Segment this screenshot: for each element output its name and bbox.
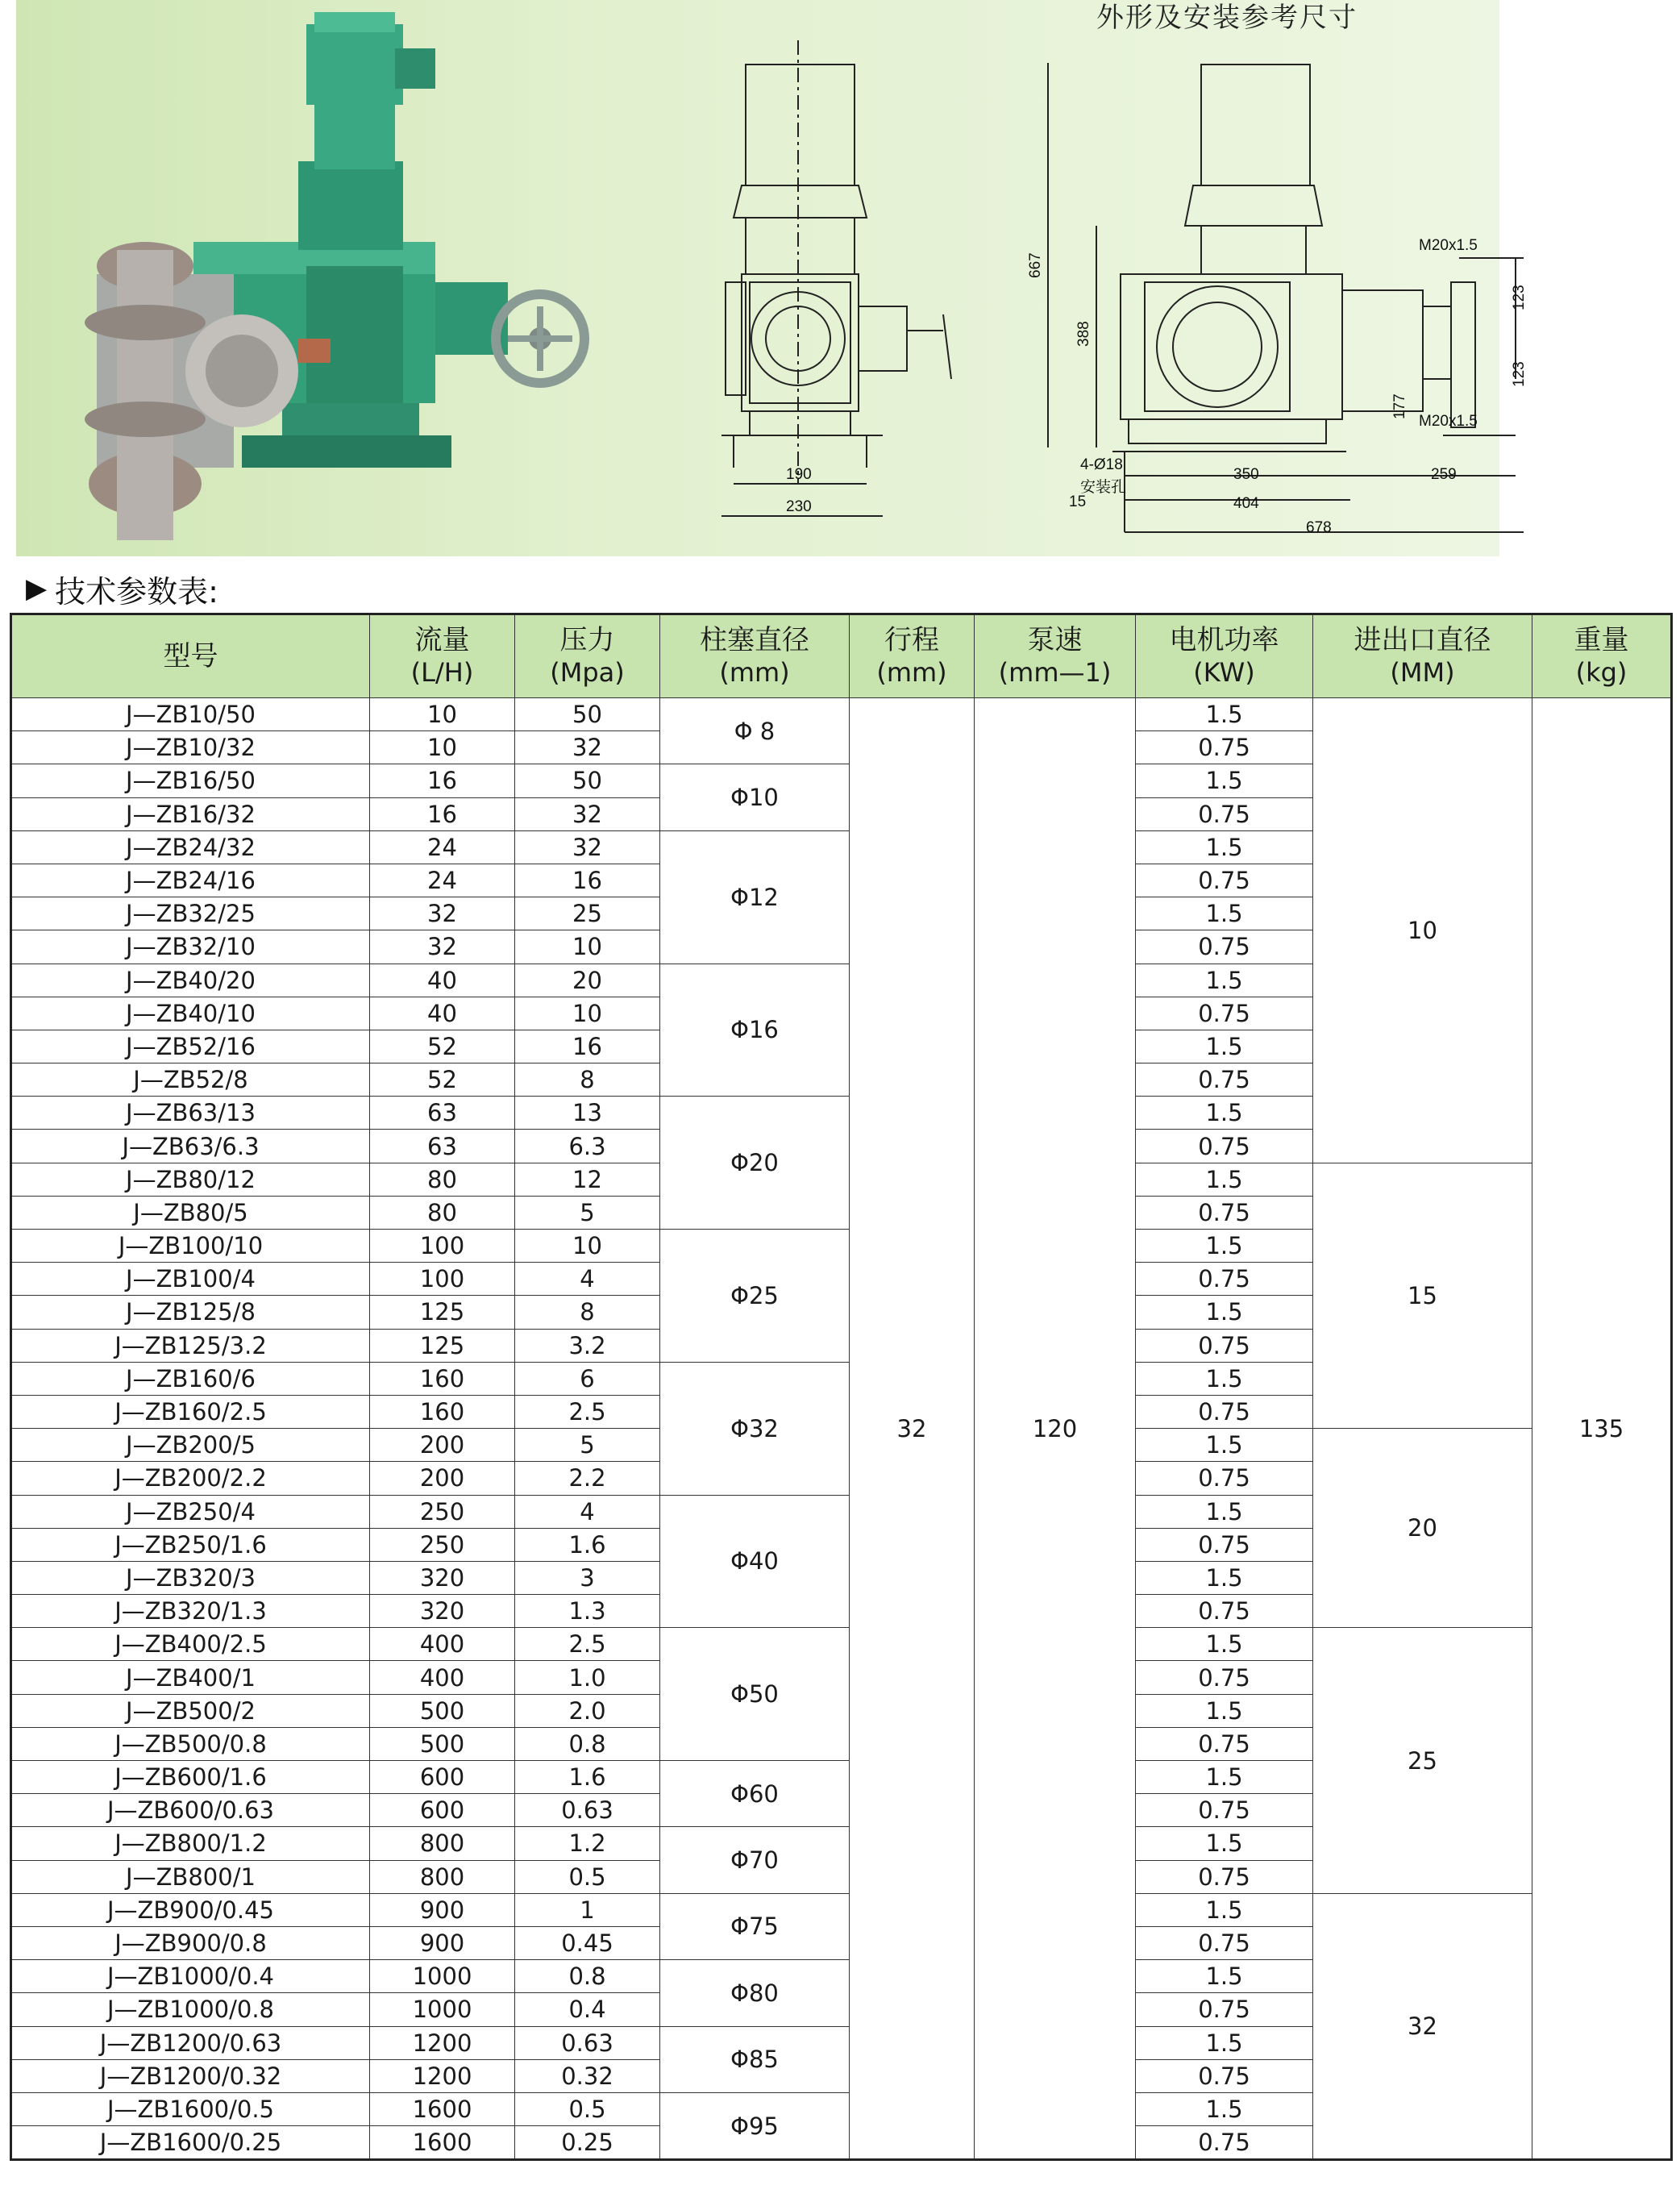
pressure-cell: 0.8 — [515, 1727, 660, 1760]
flow-cell: 200 — [370, 1429, 515, 1462]
svg-text:667: 667 — [1027, 252, 1044, 278]
svg-text:177: 177 — [1391, 393, 1408, 419]
header-label: 进出口直径 — [1354, 624, 1491, 656]
motor-power-cell: 1.5 — [1136, 2092, 1313, 2125]
motor-power-cell: 0.75 — [1136, 1794, 1313, 1827]
table-row — [11, 1893, 1672, 1926]
pressure-cell: 2.0 — [515, 1694, 660, 1727]
motor-power-cell: 1.5 — [1136, 1960, 1313, 1993]
model-cell: J—ZB100/10 — [11, 1230, 370, 1263]
plunger-diameter-cell: Φ75 — [660, 1893, 850, 1959]
header-unit: (MM) — [1390, 657, 1455, 688]
motor-power-cell: 0.75 — [1136, 1860, 1313, 1893]
port-diameter-cell: 15 — [1313, 1163, 1532, 1429]
model-cell: J—ZB400/2.5 — [11, 1628, 370, 1661]
flow-cell: 125 — [370, 1329, 515, 1362]
pressure-cell: 6 — [515, 1362, 660, 1395]
motor-power-cell: 0.75 — [1136, 1661, 1313, 1694]
table-row — [11, 1628, 1672, 1661]
plunger-diameter-cell: Φ25 — [660, 1230, 850, 1363]
svg-text:350: 350 — [1233, 466, 1259, 483]
pressure-cell: 1.6 — [515, 1528, 660, 1561]
model-cell: J—ZB40/20 — [11, 964, 370, 997]
header-unit: (Mpa) — [550, 657, 625, 688]
pressure-cell: 13 — [515, 1097, 660, 1130]
model-cell: J—ZB900/0.8 — [11, 1926, 370, 1959]
svg-text:123: 123 — [1511, 361, 1528, 387]
motor-power-cell: 1.5 — [1136, 1495, 1313, 1528]
header-label: 流量 — [414, 624, 470, 656]
flow-cell: 160 — [370, 1395, 515, 1428]
spec-table — [10, 613, 1673, 2161]
svg-text:M20x1.5: M20x1.5 — [1419, 237, 1478, 254]
motor-power-cell: 1.5 — [1136, 698, 1313, 731]
flow-cell: 400 — [370, 1628, 515, 1661]
header-unit: (mm) — [876, 657, 947, 688]
weight-cell: 135 — [1532, 698, 1672, 2160]
flow-cell: 200 — [370, 1462, 515, 1495]
pressure-cell: 5 — [515, 1429, 660, 1462]
flow-cell: 250 — [370, 1528, 515, 1561]
plunger-diameter-cell: Φ40 — [660, 1495, 850, 1628]
plunger-diameter-cell: Φ16 — [660, 964, 850, 1097]
model-cell: J—ZB10/50 — [11, 698, 370, 731]
flow-cell: 600 — [370, 1794, 515, 1827]
pressure-cell: 32 — [515, 797, 660, 830]
flow-cell: 800 — [370, 1860, 515, 1893]
motor-power-cell: 0.75 — [1136, 1462, 1313, 1495]
model-cell: J—ZB1200/0.63 — [11, 2026, 370, 2059]
flow-cell: 1600 — [370, 2092, 515, 2125]
svg-text:404: 404 — [1233, 495, 1259, 512]
header-plunger-diameter — [660, 614, 850, 698]
pressure-cell: 50 — [515, 698, 660, 731]
model-cell: J—ZB125/8 — [11, 1296, 370, 1329]
plunger-diameter-cell: Φ50 — [660, 1628, 850, 1761]
pressure-cell: 8 — [515, 1296, 660, 1329]
header-stroke — [850, 614, 975, 698]
flow-cell: 40 — [370, 964, 515, 997]
flow-cell: 900 — [370, 1893, 515, 1926]
header-label: 压力 — [559, 624, 615, 656]
plunger-diameter-cell: Φ85 — [660, 2026, 850, 2092]
header-label: 型号 — [163, 640, 218, 672]
header-weight — [1532, 614, 1672, 698]
pump-photo — [48, 0, 613, 556]
svg-text:259: 259 — [1431, 466, 1457, 483]
svg-text:230: 230 — [786, 498, 812, 515]
model-cell: J—ZB800/1 — [11, 1860, 370, 1893]
header-label: 柱塞直径 — [700, 624, 809, 656]
motor-power-cell: 1.5 — [1136, 1097, 1313, 1130]
flow-cell: 600 — [370, 1761, 515, 1794]
model-cell: J—ZB600/0.63 — [11, 1794, 370, 1827]
model-cell: J—ZB800/1.2 — [11, 1827, 370, 1860]
header-label: 电机功率 — [1169, 624, 1279, 656]
pressure-cell: 0.45 — [515, 1926, 660, 1959]
motor-power-cell: 1.5 — [1136, 1429, 1313, 1462]
motor-power-cell: 0.75 — [1136, 1130, 1313, 1163]
pressure-cell: 3.2 — [515, 1329, 660, 1362]
header-unit: (mm) — [719, 657, 790, 688]
pressure-cell: 0.63 — [515, 1794, 660, 1827]
model-cell: J—ZB500/2 — [11, 1694, 370, 1727]
pressure-cell: 10 — [515, 997, 660, 1030]
model-cell: J—ZB40/10 — [11, 997, 370, 1030]
model-cell: J—ZB1000/0.8 — [11, 1993, 370, 2026]
flow-cell: 32 — [370, 930, 515, 964]
motor-power-cell: 0.75 — [1136, 1263, 1313, 1296]
flow-cell: 250 — [370, 1495, 515, 1528]
pressure-cell: 32 — [515, 731, 660, 764]
model-cell: J—ZB100/4 — [11, 1263, 370, 1296]
flow-cell: 320 — [370, 1561, 515, 1594]
pressure-cell: 5 — [515, 1196, 660, 1229]
svg-text:M20x1.5: M20x1.5 — [1419, 413, 1478, 430]
model-cell: J—ZB160/6 — [11, 1362, 370, 1395]
flow-cell: 24 — [370, 830, 515, 864]
pressure-cell: 3 — [515, 1561, 660, 1594]
svg-text:15: 15 — [1069, 493, 1087, 510]
motor-power-cell: 0.75 — [1136, 2059, 1313, 2092]
table-row — [11, 698, 1672, 731]
motor-power-cell: 1.5 — [1136, 1362, 1313, 1395]
pressure-cell: 1.0 — [515, 1661, 660, 1694]
motor-power-cell: 1.5 — [1136, 1163, 1313, 1196]
flow-cell: 100 — [370, 1263, 515, 1296]
model-cell: J—ZB1200/0.32 — [11, 2059, 370, 2092]
header-unit: (kg) — [1575, 657, 1628, 688]
model-cell: J—ZB400/1 — [11, 1661, 370, 1694]
flow-cell: 63 — [370, 1130, 515, 1163]
motor-power-cell: 1.5 — [1136, 1030, 1313, 1063]
header-motor-power — [1136, 614, 1313, 698]
pressure-cell: 0.8 — [515, 1960, 660, 1993]
product-banner — [16, 0, 1528, 556]
front-view — [721, 40, 951, 516]
model-cell: J—ZB1600/0.5 — [11, 2092, 370, 2125]
header-flow — [370, 614, 515, 698]
pressure-cell: 16 — [515, 864, 660, 897]
port-diameter-cell: 32 — [1313, 1893, 1532, 2160]
flow-cell: 1000 — [370, 1960, 515, 1993]
motor-power-cell: 0.75 — [1136, 731, 1313, 764]
pressure-cell: 8 — [515, 1063, 660, 1097]
pressure-cell: 0.5 — [515, 1860, 660, 1893]
motor-power-cell: 1.5 — [1136, 1761, 1313, 1794]
pressure-cell: 4 — [515, 1495, 660, 1528]
plunger-diameter-cell: Φ 8 — [660, 698, 850, 764]
flow-cell: 10 — [370, 698, 515, 731]
motor-power-cell: 1.5 — [1136, 764, 1313, 797]
motor-power-cell: 0.75 — [1136, 1727, 1313, 1760]
header-label: 泵速 — [1027, 624, 1083, 656]
motor-power-cell: 1.5 — [1136, 1694, 1313, 1727]
pressure-cell: 0.4 — [515, 1993, 660, 2026]
flow-cell: 500 — [370, 1694, 515, 1727]
model-cell: J—ZB250/1.6 — [11, 1528, 370, 1561]
pressure-cell: 2.2 — [515, 1462, 660, 1495]
pressure-cell: 4 — [515, 1263, 660, 1296]
model-cell: J—ZB320/1.3 — [11, 1595, 370, 1628]
model-cell: J—ZB16/50 — [11, 764, 370, 797]
svg-text:190: 190 — [786, 466, 812, 483]
pressure-cell: 32 — [515, 830, 660, 864]
svg-text:123: 123 — [1511, 285, 1528, 310]
motor-power-cell: 1.5 — [1136, 897, 1313, 930]
pressure-cell: 1 — [515, 1893, 660, 1926]
motor-power-cell: 0.75 — [1136, 1528, 1313, 1561]
model-cell: J—ZB32/25 — [11, 897, 370, 930]
pressure-cell: 50 — [515, 764, 660, 797]
pressure-cell: 25 — [515, 897, 660, 930]
drawing-title: 外形及安装参考尺寸 — [1096, 2, 1358, 34]
flow-cell: 10 — [370, 731, 515, 764]
flow-cell: 1200 — [370, 2059, 515, 2092]
header-unit: (KW) — [1193, 657, 1255, 688]
plunger-diameter-cell: Φ10 — [660, 764, 850, 830]
svg-text:安装孔: 安装孔 — [1080, 479, 1127, 496]
pressure-cell: 0.63 — [515, 2026, 660, 2059]
flow-cell: 125 — [370, 1296, 515, 1329]
header-label: 行程 — [884, 624, 939, 656]
flow-cell: 80 — [370, 1163, 515, 1196]
plunger-diameter-cell: Φ12 — [660, 830, 850, 964]
flow-cell: 52 — [370, 1063, 515, 1097]
model-cell: J—ZB80/12 — [11, 1163, 370, 1196]
motor-power-cell: 0.75 — [1136, 997, 1313, 1030]
motor-power-cell: 0.75 — [1136, 1329, 1313, 1362]
pressure-cell: 0.32 — [515, 2059, 660, 2092]
model-cell: J—ZB250/4 — [11, 1495, 370, 1528]
plunger-diameter-cell: Φ80 — [660, 1960, 850, 2026]
model-cell: J—ZB1000/0.4 — [11, 1960, 370, 1993]
model-cell: J—ZB900/0.45 — [11, 1893, 370, 1926]
flow-cell: 24 — [370, 864, 515, 897]
pressure-cell: 1.2 — [515, 1827, 660, 1860]
model-cell: J—ZB80/5 — [11, 1196, 370, 1229]
header-model — [11, 614, 370, 698]
svg-text:678: 678 — [1306, 519, 1332, 536]
flow-cell: 800 — [370, 1827, 515, 1860]
flow-cell: 63 — [370, 1097, 515, 1130]
motor-power-cell: 0.75 — [1136, 2126, 1313, 2160]
motor-power-cell: 1.5 — [1136, 1893, 1313, 1926]
flow-cell: 1000 — [370, 1993, 515, 2026]
motor-power-cell: 0.75 — [1136, 864, 1313, 897]
model-cell: J—ZB24/32 — [11, 830, 370, 864]
flow-cell: 16 — [370, 797, 515, 830]
header-unit: (L/H) — [410, 657, 474, 688]
flow-cell: 1200 — [370, 2026, 515, 2059]
motor-power-cell: 0.75 — [1136, 797, 1313, 830]
motor-power-cell: 1.5 — [1136, 1230, 1313, 1263]
model-cell: J—ZB10/32 — [11, 731, 370, 764]
model-cell: J—ZB1600/0.25 — [11, 2126, 370, 2160]
pressure-cell: 2.5 — [515, 1395, 660, 1428]
pressure-cell: 0.25 — [515, 2126, 660, 2160]
pressure-cell: 1.3 — [515, 1595, 660, 1628]
flow-cell: 160 — [370, 1362, 515, 1395]
motor-power-cell: 1.5 — [1136, 2026, 1313, 2059]
flow-cell: 100 — [370, 1230, 515, 1263]
plunger-diameter-cell: Φ60 — [660, 1761, 850, 1827]
svg-text:4-Ø18: 4-Ø18 — [1080, 456, 1123, 473]
motor-power-cell: 1.5 — [1136, 830, 1313, 864]
motor-power-cell: 1.5 — [1136, 1827, 1313, 1860]
dimension-drawing — [709, 0, 1528, 556]
pressure-cell: 10 — [515, 1230, 660, 1263]
motor-power-cell: 0.75 — [1136, 1993, 1313, 2026]
flow-cell: 80 — [370, 1196, 515, 1229]
plunger-diameter-cell: Φ70 — [660, 1827, 850, 1893]
model-cell: J—ZB125/3.2 — [11, 1329, 370, 1362]
flow-cell: 500 — [370, 1727, 515, 1760]
model-cell: J—ZB24/16 — [11, 864, 370, 897]
pressure-cell: 0.5 — [515, 2092, 660, 2125]
motor-power-cell: 0.75 — [1136, 1595, 1313, 1628]
motor-power-cell: 0.75 — [1136, 1926, 1313, 1959]
port-diameter-cell: 20 — [1313, 1429, 1532, 1628]
plunger-diameter-cell: Φ32 — [660, 1362, 850, 1495]
header-unit: (mm—1) — [998, 657, 1112, 688]
plunger-diameter-cell: Φ95 — [660, 2092, 850, 2159]
motor-power-cell: 1.5 — [1136, 1561, 1313, 1594]
model-cell: J—ZB63/6.3 — [11, 1130, 370, 1163]
pressure-cell: 10 — [515, 930, 660, 964]
motor-power-cell: 0.75 — [1136, 1063, 1313, 1097]
flow-cell: 900 — [370, 1926, 515, 1959]
motor-power-cell: 0.75 — [1136, 1395, 1313, 1428]
model-cell: J—ZB16/32 — [11, 797, 370, 830]
svg-text:388: 388 — [1075, 321, 1092, 347]
stroke-cell: 32 — [850, 698, 975, 2160]
flow-cell: 400 — [370, 1661, 515, 1694]
model-cell: J—ZB200/5 — [11, 1429, 370, 1462]
flow-cell: 32 — [370, 897, 515, 930]
header-label: 重量 — [1574, 624, 1629, 656]
table-body — [11, 698, 1672, 2160]
port-diameter-cell: 25 — [1313, 1628, 1532, 1894]
port-diameter-cell: 10 — [1313, 698, 1532, 1163]
model-cell: J—ZB32/10 — [11, 930, 370, 964]
motor-power-cell: 0.75 — [1136, 1196, 1313, 1229]
motor-power-cell: 1.5 — [1136, 964, 1313, 997]
motor-power-cell: 1.5 — [1136, 1296, 1313, 1329]
header-port-diameter — [1313, 614, 1532, 698]
section-heading-text: 技术参数表: — [55, 573, 218, 610]
model-cell: J—ZB52/16 — [11, 1030, 370, 1063]
motor-power-cell: 1.5 — [1136, 1628, 1313, 1661]
flow-cell: 52 — [370, 1030, 515, 1063]
pump-speed-cell: 120 — [975, 698, 1136, 2160]
pressure-cell: 12 — [515, 1163, 660, 1196]
flow-cell: 1600 — [370, 2126, 515, 2160]
flow-cell: 40 — [370, 997, 515, 1030]
triangle-bullet-icon: ▶ — [26, 572, 48, 605]
header-pressure — [515, 614, 660, 698]
model-cell: J—ZB200/2.2 — [11, 1462, 370, 1495]
pressure-cell: 1.6 — [515, 1761, 660, 1794]
model-cell: J—ZB320/3 — [11, 1561, 370, 1594]
model-cell: J—ZB160/2.5 — [11, 1395, 370, 1428]
table-header-row — [11, 614, 1672, 698]
pump-illustration — [85, 12, 584, 540]
pressure-cell: 16 — [515, 1030, 660, 1063]
header-pump-speed — [975, 614, 1136, 698]
flow-cell: 16 — [370, 764, 515, 797]
motor-power-cell: 0.75 — [1136, 930, 1313, 964]
model-cell: J—ZB500/0.8 — [11, 1727, 370, 1760]
section-heading — [26, 564, 218, 613]
pressure-cell: 20 — [515, 964, 660, 997]
plunger-diameter-cell: Φ20 — [660, 1097, 850, 1230]
model-cell: J—ZB52/8 — [11, 1063, 370, 1097]
flow-cell: 320 — [370, 1595, 515, 1628]
pressure-cell: 6.3 — [515, 1130, 660, 1163]
model-cell: J—ZB600/1.6 — [11, 1761, 370, 1794]
pressure-cell: 2.5 — [515, 1628, 660, 1661]
model-cell: J—ZB63/13 — [11, 1097, 370, 1130]
